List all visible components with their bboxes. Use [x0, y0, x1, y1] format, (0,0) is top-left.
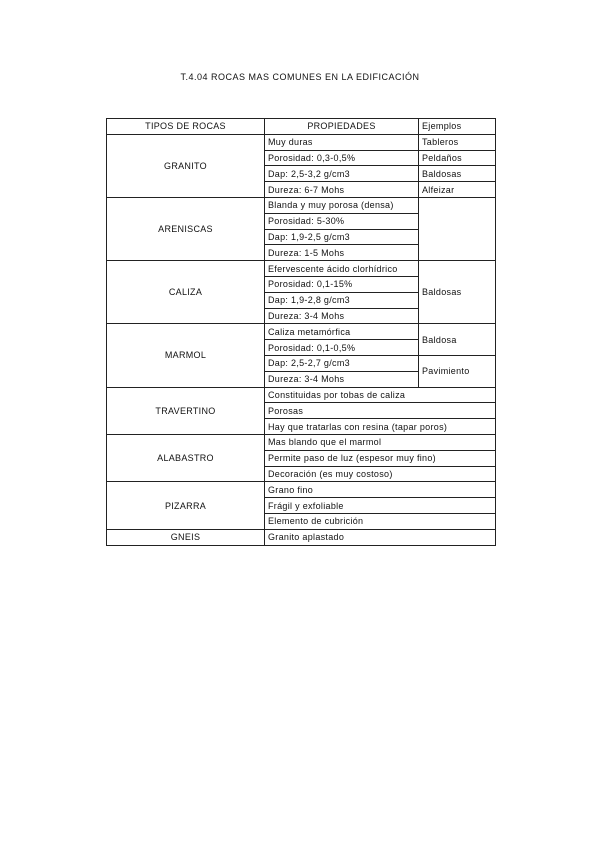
table-body	[107, 134, 496, 545]
table-row	[107, 197, 496, 213]
property-cell: Muy duras	[265, 134, 419, 150]
property-cell: Caliza metamórfica	[265, 324, 419, 340]
property-cell: Dap: 1,9-2,8 g/cm3	[265, 292, 419, 308]
property-cell: Elemento de cubrición	[265, 513, 496, 529]
example-cell: Pavimiento	[419, 355, 496, 387]
example-cell: Alfeizar	[419, 182, 496, 198]
property-cell: Constituidas por tobas de caliza	[265, 387, 496, 403]
table-row	[107, 482, 496, 498]
property-cell: Dap: 2,5-2,7 g/cm3	[265, 355, 419, 371]
property-cell: Dap: 2,5-3,2 g/cm3	[265, 166, 419, 182]
property-cell: Blanda y muy porosa (densa)	[265, 197, 419, 213]
property-cell: Frágil y exfoliable	[265, 498, 496, 514]
rock-type-cell: GNEIS	[107, 529, 265, 545]
table-row	[107, 324, 496, 340]
header-examples: Ejemplos	[419, 119, 496, 135]
property-cell: Mas blando que el marmol	[265, 434, 496, 450]
example-cell: Peldaños	[419, 150, 496, 166]
example-cell: Baldosas	[419, 166, 496, 182]
property-cell: Permite paso de luz (espesor muy fino)	[265, 450, 496, 466]
rock-types-table	[106, 118, 496, 546]
property-cell: Porosidad: 0,1-15%	[265, 276, 419, 292]
rock-type-cell: CALIZA	[107, 261, 265, 324]
rock-type-cell: ARENISCAS	[107, 197, 265, 260]
table-row	[107, 134, 496, 150]
property-cell: Dureza: 6-7 Mohs	[265, 182, 419, 198]
property-cell: Efervescente ácido clorhídrico	[265, 261, 419, 277]
table-header-row	[107, 119, 496, 135]
property-cell: Porosidad: 0,1-0,5%	[265, 340, 419, 356]
property-cell: Porosidad: 0,3-0,5%	[265, 150, 419, 166]
property-cell: Porosas	[265, 403, 496, 419]
rock-type-cell: ALABASTRO	[107, 434, 265, 481]
rock-type-cell: GRANITO	[107, 134, 265, 197]
table-row	[107, 434, 496, 450]
property-cell: Porosidad: 5-30%	[265, 213, 419, 229]
header-properties: PROPIEDADES	[265, 119, 419, 135]
property-cell: Grano fino	[265, 482, 496, 498]
rock-type-cell: PIZARRA	[107, 482, 265, 529]
property-cell: Dureza: 3-4 Mohs	[265, 308, 419, 324]
rock-type-cell: TRAVERTINO	[107, 387, 265, 434]
example-cell: Baldosa	[419, 324, 496, 356]
property-cell: Decoración (es muy costoso)	[265, 466, 496, 482]
table-row	[107, 387, 496, 403]
property-cell: Granito aplastado	[265, 529, 496, 545]
property-cell: Hay que tratarlas con resina (tapar poros)	[265, 419, 496, 435]
rock-type-cell: MARMOL	[107, 324, 265, 387]
header-rock-types: TIPOS DE ROCAS	[107, 119, 265, 135]
example-cell	[419, 197, 496, 260]
example-cell: Baldosas	[419, 261, 496, 324]
property-cell: Dap: 1,9-2,5 g/cm3	[265, 229, 419, 245]
property-cell: Dureza: 1-5 Mohs	[265, 245, 419, 261]
table-row	[107, 529, 496, 545]
table-row	[107, 261, 496, 277]
document-title: T.4.04 ROCAS MAS COMUNES EN LA EDIFICACIÓN	[180, 72, 420, 82]
example-cell: Tableros	[419, 134, 496, 150]
property-cell: Dureza: 3-4 Mohs	[265, 371, 419, 387]
